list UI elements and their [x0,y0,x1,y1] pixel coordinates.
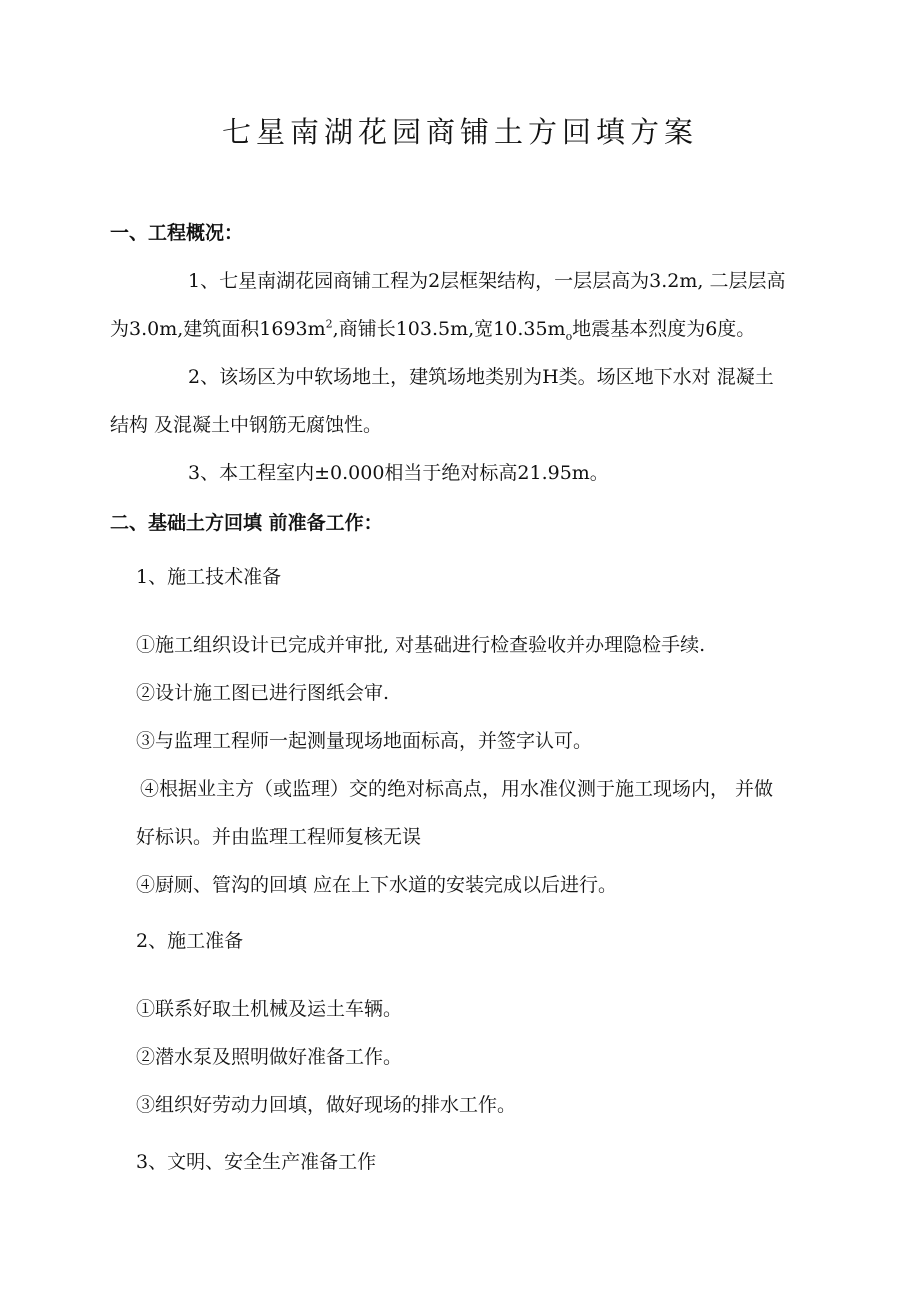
paragraph-1-line-1: 1、七星南湖花园商铺工程为2层框架结构，一层层高为3.2m, 二层层高 [188,270,786,292]
paragraph-2-line-2: 结构 及混凝土中钢筋无腐蚀性。 [110,414,383,436]
paragraph-1-line-2 [110,314,755,343]
list-item: ②潜水泵及照明做好准备工作。 [136,1046,403,1068]
paragraph-1-area-text: 为3.0m,建筑面积1693m [110,318,326,340]
section-heading-preparation: 二、基础土方回填 前准备工作： [110,512,383,534]
superscript-2: 2 [325,317,333,331]
document-title: 七星南湖花园商铺土方回填方案 [221,115,698,149]
list-item: ④厨厕、管沟的回填 应在上下水道的安装完成以后进行。 [136,874,618,896]
list-item: ①联系好取土机械及运土车辆。 [136,998,403,1020]
subscript-o: o [565,329,573,343]
paragraph-1-seismic-text: 地震基本烈度为6度。 [572,318,756,340]
subsection-title-safety: 3、文明、安全生产准备工作 [136,1151,377,1173]
paragraph-3: 3、本工程室内±0.000相当于绝对标高21.95m。 [188,462,609,484]
subsection-title-construction: 2、施工准备 [136,930,244,952]
list-item: ③组织好劳动力回填，做好现场的排水工作。 [136,1094,517,1116]
list-item: ②设计施工图已进行图纸会审. [136,682,390,704]
list-item: ③与监理工程师一起测量现场地面标高，并签字认可。 [136,730,593,752]
subsection-title-technical: 1、施工技术准备 [136,566,282,588]
paragraph-1-dimensions-text: ,商铺长103.5m,宽10.35m [332,318,566,340]
list-item-continuation: 好标识。并由监理工程师复核无误 [136,826,422,848]
section-heading-overview: 一、工程概况： [110,222,244,244]
paragraph-2-line-1: 2、该场区为中软场地土，建筑场地类别为H类。场区地下水对 混凝土 [188,366,774,388]
list-item: ④根据业主方（或监理）交的绝对标高点，用水准仪测于施工现场内， 并做 [140,778,774,800]
list-item: ①施工组织设计已完成并审批, 对基础进行检查验收并办理隐检手续. [136,634,706,656]
